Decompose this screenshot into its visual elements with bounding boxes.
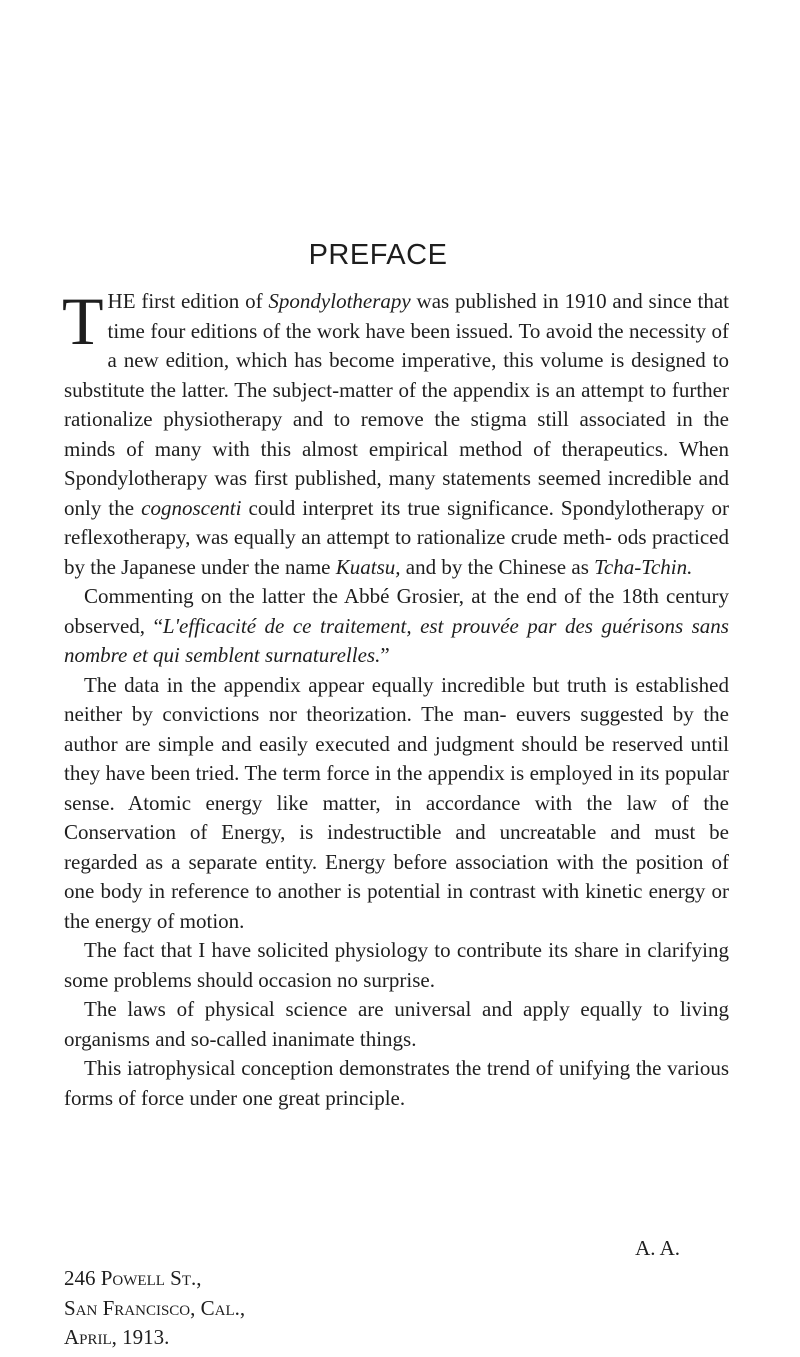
tcha-tchin-italic: Tcha-Tchin. (594, 554, 693, 579)
french-quote-italic: L'efficacité de ce traitement, est prouvée par des guérisons sans nombre et qui semblent surnaturelles. (64, 613, 729, 667)
paragraph-1-text-c: could interpret its true significance. Spondylotherapy or reflexotherapy, was equally an attempt to rationalize crude meth- ods practiced by the Japanese under the name (64, 495, 729, 579)
paragraph-4: The fact that I have solicited physiology to contribute its share in clarifying some problems should occasion no surprise. (64, 938, 729, 992)
address-block (64, 1264, 245, 1353)
preface-body (62, 283, 729, 1113)
book-title-italic: Spondylotherapy (268, 289, 411, 313)
paragraph-2-text-b: ” (380, 643, 390, 667)
paragraph-3: The data in the appendix appear equally incredible but truth is established neither by convictions nor theorization. The man- euvers suggested by the author are simple and easily executed and judgment should be reserved until they have been tried. The term force in the appendix is employed in its popular sense. Atomic energy like matter, in accordance with the law of the Conservation of Energy, is indestructible and uncreatable and must be regarded as a separate entity. Energy before association with the position of one body in reference to another is potential in contrast with kinetic energy or the energy of motion. (64, 672, 729, 933)
paragraph-5: The laws of physical science are universal and apply equally to living organisms and so-called inanimate things. (64, 997, 729, 1051)
drop-cap: T (62, 283, 104, 359)
paragraph-2-text-a: Commenting on the latter the Abbé Grosier, at the end of the 18th century observed, “ (64, 584, 729, 638)
kuatsu-italic: Kuatsu, (335, 554, 401, 579)
address-city: San Francisco, Cal., (64, 1295, 246, 1320)
paragraph-6: This iatrophysical conception demonstrates the trend of unifying the various forms of force under one great principle. (64, 1056, 729, 1110)
page-title: PREFACE (308, 239, 448, 271)
author-initials: A. A. (635, 1236, 680, 1260)
address-date: April, 1913. (64, 1325, 170, 1349)
paragraph-1 (62, 283, 729, 582)
paragraph-1-text-b: was published in 1910 and since that time four editions of the work have been issued. To avoid the necessity of a new edition, which has become imperative, this volume is designed to substitute the latter. The subject-matter of the appendix is an attempt to further rationalize physiotherapy and to remove the stigma still associated in the minds of many with this almost empirical method of therapeutics. When Spondylotherapy was first published, many statements seemed incredible and only the (64, 289, 729, 520)
lead-caps: HE (107, 289, 136, 313)
address-street: 246 Powell St., (64, 1266, 202, 1290)
paragraph-2 (64, 582, 729, 671)
cognoscenti-italic: cognoscenti (141, 495, 242, 520)
paragraph-1-text-a: first edition of (135, 289, 269, 313)
paragraph-1-text-d: and by the Chinese as (400, 554, 595, 579)
